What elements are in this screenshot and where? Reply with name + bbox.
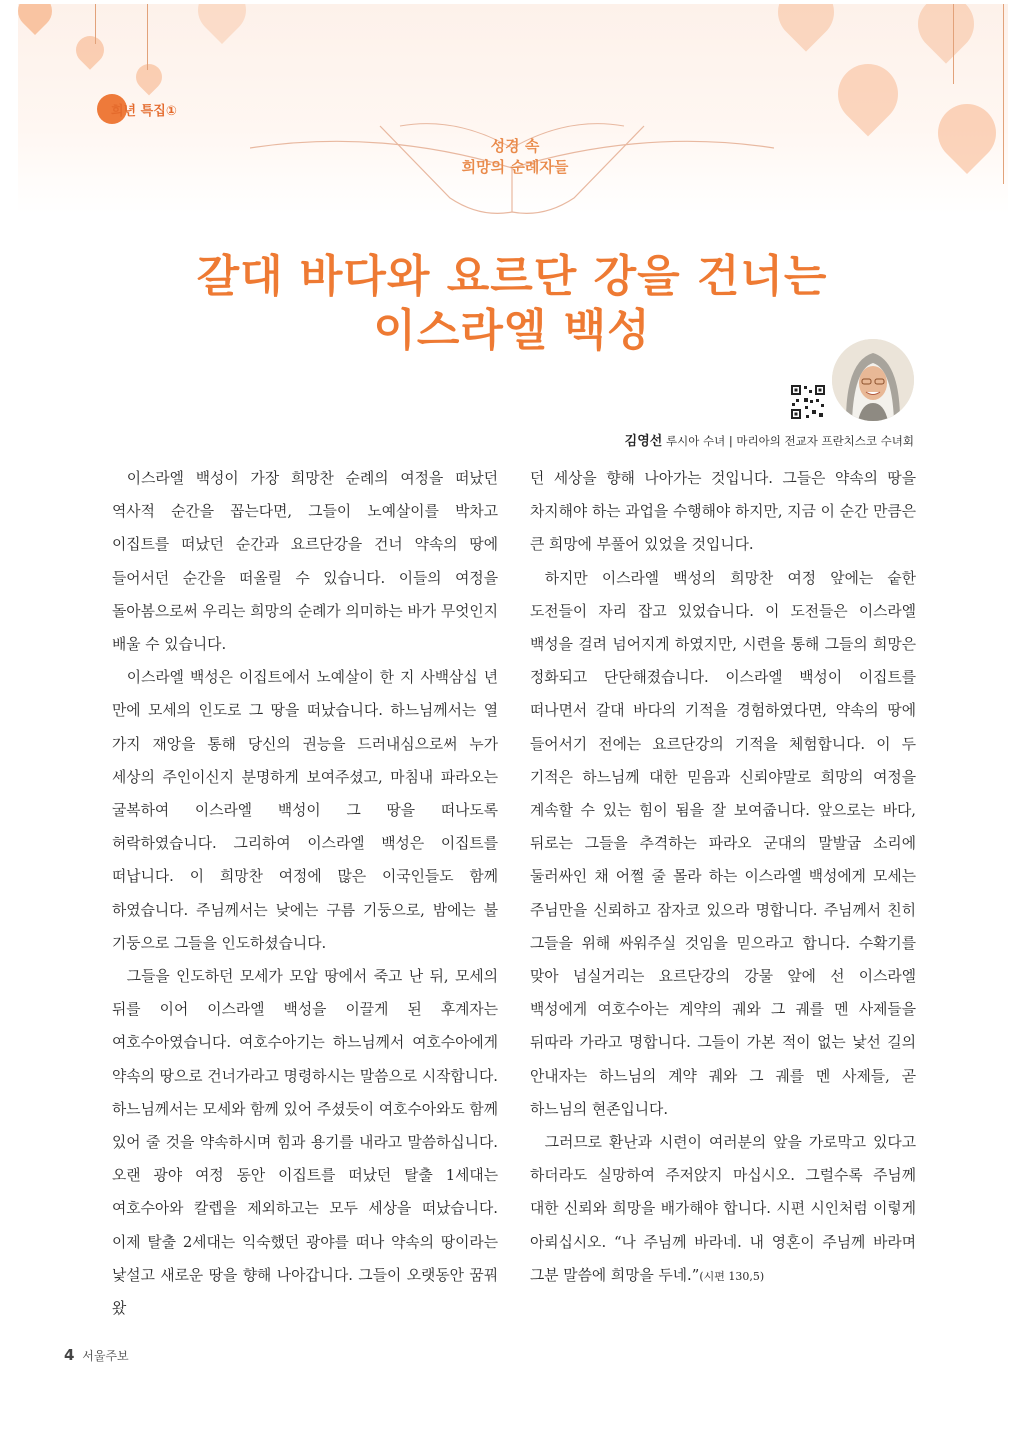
book-title: [400, 136, 630, 178]
qr-code-icon[interactable]: [790, 384, 826, 420]
heart-decoration: [131, 59, 168, 96]
article-column-left: [112, 462, 498, 1325]
paragraph: 이스라엘 백성이 가장 희망찬 순례의 여정을 떠났던 역사적 순간을 꼽는다면, 그들이 노예살이를 박차고 이집트를 떠났던 순간과 요르단강을 건너 약속의 땅에 들어서던 순간을 떠올릴 수 있습니다. 이들의 여정을 돌아봄으로써 우리는 희망의 순례가 의미하는 바가 무엇인지 배울 수 있습니다.: [112, 470, 498, 654]
heart-decoration: [926, 92, 1008, 174]
paragraph-continued: 던 세상을 향해 나아가는 것입니다. 그들은 약속의 땅을 차지해야 하는 과업을 수행해야 하지만, 지금 이 순간 만큼은 큰 희망에 부풀어 있었을 것입니다.: [530, 470, 916, 554]
author-role: 루시아 수녀: [666, 434, 726, 448]
heart-decoration: [18, 4, 59, 35]
page-title-line1: 갈대 바다와 요르단 강을 건너는: [196, 251, 828, 302]
heart-decoration: [826, 52, 911, 137]
page-number: 4: [64, 1346, 75, 1364]
author-avatar: [832, 339, 914, 421]
heart-decoration: [906, 4, 985, 64]
article-column-right: [530, 462, 916, 1293]
author-byline: [625, 430, 914, 449]
page-title-line2: 이스라엘 백성: [373, 305, 651, 356]
author-portrait: [832, 339, 914, 421]
heart-decoration: [766, 4, 845, 52]
paragraph: [530, 1126, 916, 1293]
book-title-line2: 희망의 순례자들: [461, 158, 569, 176]
author-name: 김영선: [624, 434, 663, 449]
citation: (시편 130,5): [699, 1269, 765, 1283]
heart-decoration: [70, 30, 110, 70]
publication-name: 서울주보: [82, 1349, 129, 1363]
page-footer: [64, 1346, 129, 1364]
paragraph-text: 그러므로 환난과 시련이 여러분의 앞을 가로막고 있다고 하더라도 실망하여 주저앉지 마십시오. 그럴수록 주님께 대한 신뢰와 희망을 배가해야 합니다. 시편 시인처럼 이렇게 아뢰십시오. “나 주님께 바라네. 내 영혼이 주님께 바라며 그분 말씀에 희망을 두네.”: [530, 1134, 916, 1284]
book-title-line1: 성경 속: [490, 137, 540, 155]
decorative-line: [147, 4, 148, 70]
series-label: 희년 특집①: [111, 103, 177, 119]
author-separator: |: [728, 434, 733, 448]
decorative-line: [1003, 4, 1004, 184]
paragraph: 그들을 인도하던 모세가 모압 땅에서 죽고 난 뒤, 모세의 뒤를 이어 이스라엘 백성을 이끌게 된 후계자는 여호수아였습니다. 여호수아기는 하느님께서 여호수아에게 약속의 땅으로 건너가라고 명령하시는 말씀으로 시작합니다. 하느님께서는 모세와 함께 있어 주셨듯이 여호수아와도 함께 있어 줄 것을 약속하시며 힘과 용기를 내라고 말씀하십니다. 오랜 광야 여정 동안 이집트를 떠났던 탈출 1세대는 여호수아와 칼렙을 제외하고는 모두 세상을 떠났습니다. 이제 탈출 2세대는 익숙했던 광야를 떠나 약속의 땅이라는 낯설고 새로운 땅을 향해 나아갑니다. 그들이 오랫동안 꿈꿔 왔: [112, 968, 498, 1318]
paragraph: 이스라엘 백성은 이집트에서 노예살이 한 지 사백삼십 년 만에 모세의 인도로 그 땅을 떠났습니다. 하느님께서는 열 가지 재앙을 통해 당신의 권능을 드러내심으로써 누가 세상의 주인이신지 분명하게 보여주셨고, 마침내 파라오는 굴복하여 이스라엘 백성이 그 땅을 떠나도록 허락하였습니다. 그리하여 이스라엘 백성은 이집트를 떠납니다. 이 희망찬 여정에 많은 이국인들도 함께 하였습니다. 주님께서는 낮에는 구름 기둥으로, 밤에는 불 기둥으로 그들을 인도하셨습니다.: [112, 669, 498, 952]
series-tag: [97, 94, 177, 124]
paragraph: 하지만 이스라엘 백성의 희망찬 여정 앞에는 숱한 도전들이 자리 잡고 있었습니다. 이 도전들은 이스라엘 백성을 걸려 넘어지게 하였지만, 시련을 통해 그들의 희망은 정화되고 단단해졌습니다. 이스라엘 백성이 이집트를 떠나면서 갈대 바다의 기적을 경험하였다면, 약속의 땅에 들어서기 전에는 요르단강의 기적을 체험합니다. 이 두 기적은 하느님께 대한 믿음과 신뢰야말로 희망의 여정을 계속할 수 있는 힘이 됨을 잘 보여줍니다. 앞으로는 바다, 뒤로는 그들을 추격하는 파라오 군대의 말발굽 소리에 둘러싸인 채 어쩔 줄 몰라 하는 이스라엘 백성에게 모세는 주님만을 신뢰하고 잠자코 있으라 명합니다. 주님께서 친히 그들을 위해 싸워주실 것임을 믿으라고 합니다. 수확기를 맞아 넘실거리는 요르단강의 강물 앞에 선 이스라엘 백성에게 여호수아는 계약의 궤와 그 궤를 멘 사제들을 뒤따라 가라고 명합니다. 그들이 가본 적이 없는 낯선 길의 안내자는 하느님의 계약 궤와 그 궤를 멘 사제들, 곧 하느님의 현존입니다.: [530, 569, 916, 1118]
decorative-line: [95, 4, 96, 44]
decorative-line: [953, 4, 954, 84]
author-org: 마리아의 전교자 프란치스코 수녀회: [736, 434, 914, 448]
heart-decoration: [188, 4, 256, 44]
